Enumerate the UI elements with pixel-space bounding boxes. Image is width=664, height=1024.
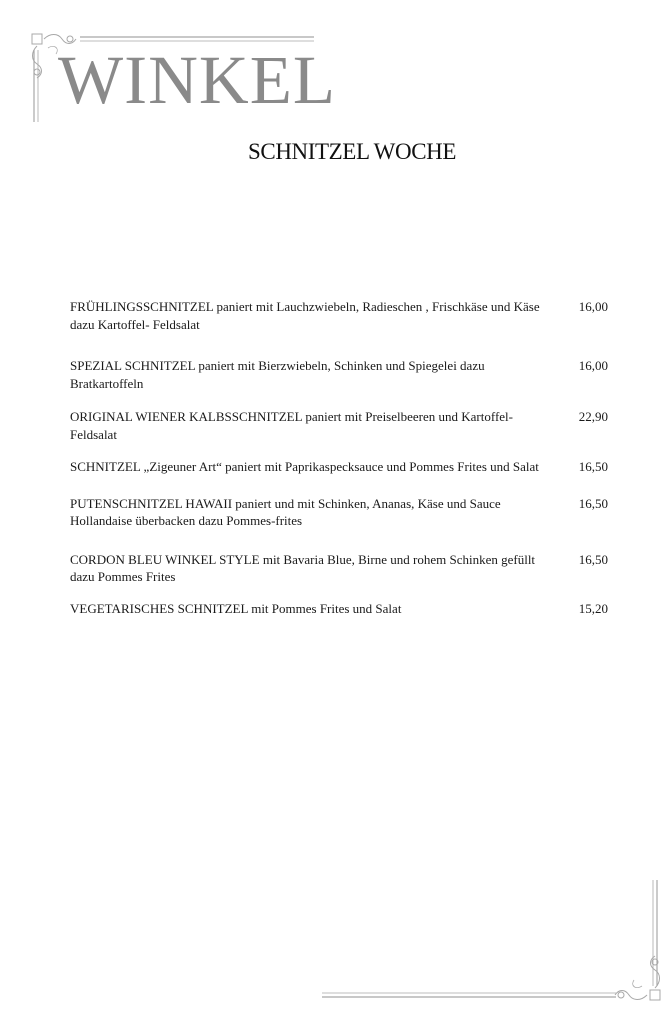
logo: WINKEL [58, 42, 337, 118]
menu-item [70, 551, 608, 586]
menu-item-details: „Zigeuner Art“ paniert mit Paprikaspecksauce und Pommes Frites und Salat [140, 459, 539, 474]
menu-item-price: 16,50 [578, 551, 608, 567]
menu-item-price: 22,90 [578, 409, 608, 424]
menu-item-name: CORDON BLEU WINKEL STYLE [70, 551, 260, 567]
menu-item [70, 458, 608, 476]
menu-item-description [70, 600, 556, 618]
menu-item-details: mit Bavaria Blue, Birne und rohem Schinken gefüllt dazu Pommes Frites [70, 551, 536, 584]
menu-item-name: ORIGINAL WIENER KALBSSCHNITZEL [70, 409, 303, 424]
menu-item-price: 16,00 [578, 358, 608, 373]
menu-item-price: 16,50 [578, 495, 608, 511]
menu-item-description [70, 408, 556, 443]
menu-list [70, 298, 608, 617]
menu-item-price: 16,00 [578, 299, 608, 314]
menu-item-price: 16,50 [578, 459, 608, 474]
menu-item-description [70, 495, 556, 530]
menu-item-details: mit Pommes Frites und Salat [247, 600, 402, 616]
menu-item-details: paniert mit Lauchzwiebeln, Radieschen , Frischkäse und Käse dazu Kartoffel- Feldsalat [70, 299, 540, 332]
menu-item-name: FRÜHLINGSSCHNITZEL [70, 299, 217, 314]
menu-item-details: paniert mit Bierzwiebeln, Schinken und Spiegelei dazu Bratkartoffeln [70, 358, 485, 391]
bottom-right-ornament [316, 878, 664, 1008]
menu-item-description [70, 357, 556, 392]
menu-item-name: PUTENSCHNITZEL HAWAII [70, 495, 233, 511]
menu-item [70, 495, 608, 530]
page-title: SCHNITZEL WOCHE [247, 139, 456, 164]
menu-item [70, 408, 608, 443]
menu-item-name: SCHNITZEL [70, 459, 141, 474]
menu-item-description [70, 458, 556, 476]
menu-item-description [70, 298, 556, 333]
menu-item [70, 298, 608, 333]
menu-item-details: paniert und mit Schinken, Ananas, Käse und Sauce Hollandaise überbacken dazu Pommes-frites [70, 495, 501, 528]
menu-item-details: paniert mit Preiselbeeren und Kartoffel- Feldsalat [70, 409, 513, 442]
menu-item [70, 357, 608, 392]
menu-item-name: SPEZIAL SCHNITZEL [70, 358, 196, 373]
menu-item-name: VEGETARISCHES SCHNITZEL [70, 600, 248, 616]
menu-item-description [70, 551, 556, 586]
menu-item [70, 600, 608, 618]
menu-item-price: 15,20 [578, 600, 608, 616]
